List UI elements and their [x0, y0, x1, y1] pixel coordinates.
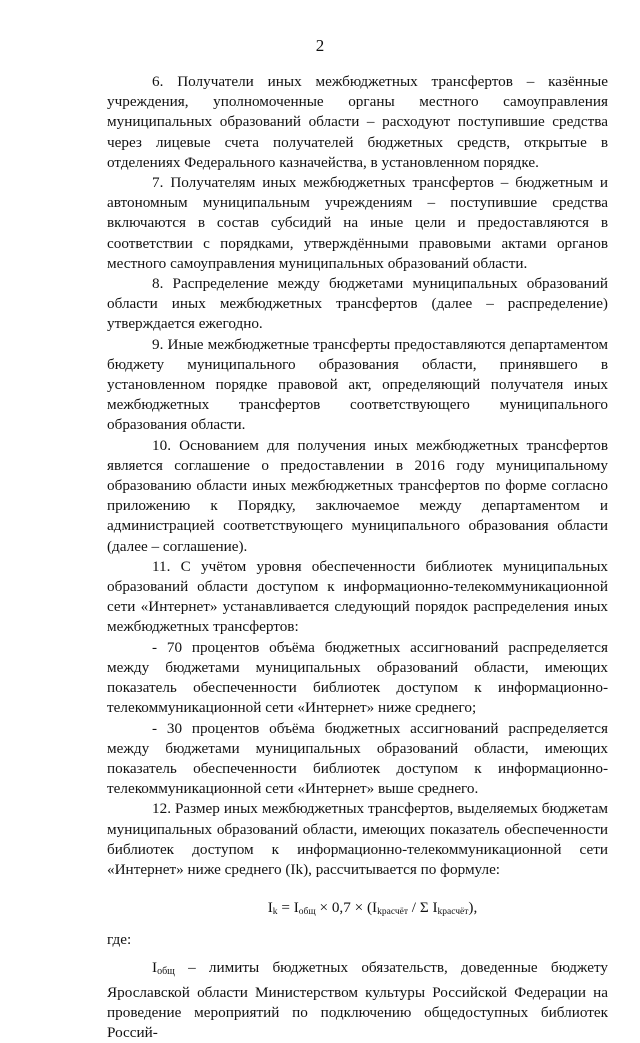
paragraph-6: 6. Получатели иных межбюджетных трансфертов – казённые учреждения, уполномоченные органы местного самоуправления муниципальных образований области – расходуют поступившие средства через лицевые счета получателей бюджетных средств, открытые в отделениях Федерального казначейства, в установленном порядке. [107, 73, 608, 171]
formula-total-limit-sub: общ [298, 907, 316, 918]
list-item-70-percent: - 70 процентов объёма бюджетных ассигнований распределяется между бюджетами муниципальных образований области, имеющих показатель обеспеченности библиотек доступом к информационно-телекоммуникационной сети «Интернет» ниже среднего; [107, 638, 608, 717]
formula-end: ), [468, 899, 478, 917]
list-item-30-percent: - 30 процентов объёма бюджетных ассигнований распределяется между бюджетами муниципальных образований области, имеющих показатель обеспеченности библиотек доступом к информационно-телекоммуникационной сети «Интернет» выше среднего. [107, 719, 608, 798]
formula-eq: = [277, 899, 294, 917]
formula-lhs: I [267, 899, 273, 917]
definition-total-limit [107, 958, 608, 1043]
formula-calc-term: I [372, 899, 378, 917]
paragraph-12: 12. Размер иных межбюджетных трансфертов, выделяемых бюджетам муниципальных образований области, имеющих показатель обеспеченности библиотек доступом к информационно-телекоммуникационной сети «Интернет» ниже среднего (Ik), рассчитывается по формуле: [107, 800, 608, 878]
where-label: где: [107, 931, 132, 949]
formula [107, 898, 608, 922]
paragraph-9: 9. Иные межбюджетные трансферты предоставляются департаментом бюджету муниципального образования области, принявшего в установленном порядке правовой акт, определяющий получателя иных межбюджетных трансфертов соответствующего муниципального образования области. [107, 335, 608, 434]
formula-sum-term-sub: kрасчёт [437, 907, 469, 918]
formula-sum-sign: / Σ [408, 899, 433, 917]
formula-sum-term: I [432, 899, 438, 917]
document-body [107, 72, 608, 1043]
definition-symbol-sub: общ [157, 966, 175, 978]
formula-calc-term-sub: kрасчёт [377, 907, 408, 918]
definition-text: – лимиты бюджетных обязательств, доведенные бюджету Ярославской области Министерством культуры Российской Федерации на проведение мероприятий по подключению общедоступных библиотек Россий- [107, 959, 608, 1041]
definition-symbol: I [152, 959, 158, 977]
paragraph-11: 11. С учётом уровня обеспеченности библиотек муниципальных образований области доступом к информационно-телекоммуникационной сети «Интернет» устанавливается следующий порядок распределения иных межбюджетных трансфертов: [107, 557, 608, 636]
formula-total-limit: I [293, 899, 299, 917]
paragraph-10: 10. Основанием для получения иных межбюджетных трансфертов является соглашение о предоставлении в 2016 году муниципальному образованию области иных межбюджетных трансфертов по форме согласно приложению к Порядку, заключаемое между департаментом и администрацией соответствующего муниципального образования области (далее – соглашение). [107, 436, 608, 555]
page-number: 2 [315, 36, 325, 55]
formula-coefficient: × 0,7 × ( [315, 899, 373, 917]
paragraph-8: 8. Распределение между бюджетами муниципальных образований области иных межбюджетных трансфертов (далее – распределение) утверждается ежегодно. [107, 275, 608, 333]
paragraph-7: 7. Получателям иных межбюджетных трансфертов – бюджетным и автономным муниципальным учреждениям – поступившие средства включаются в состав субсидий на иные цели и предоставляются в соответствии с порядками, утверждёнными правовыми актами органов местного самоуправления муниципальных образований области. [107, 174, 608, 272]
formula-lhs-sub: k [272, 907, 278, 918]
